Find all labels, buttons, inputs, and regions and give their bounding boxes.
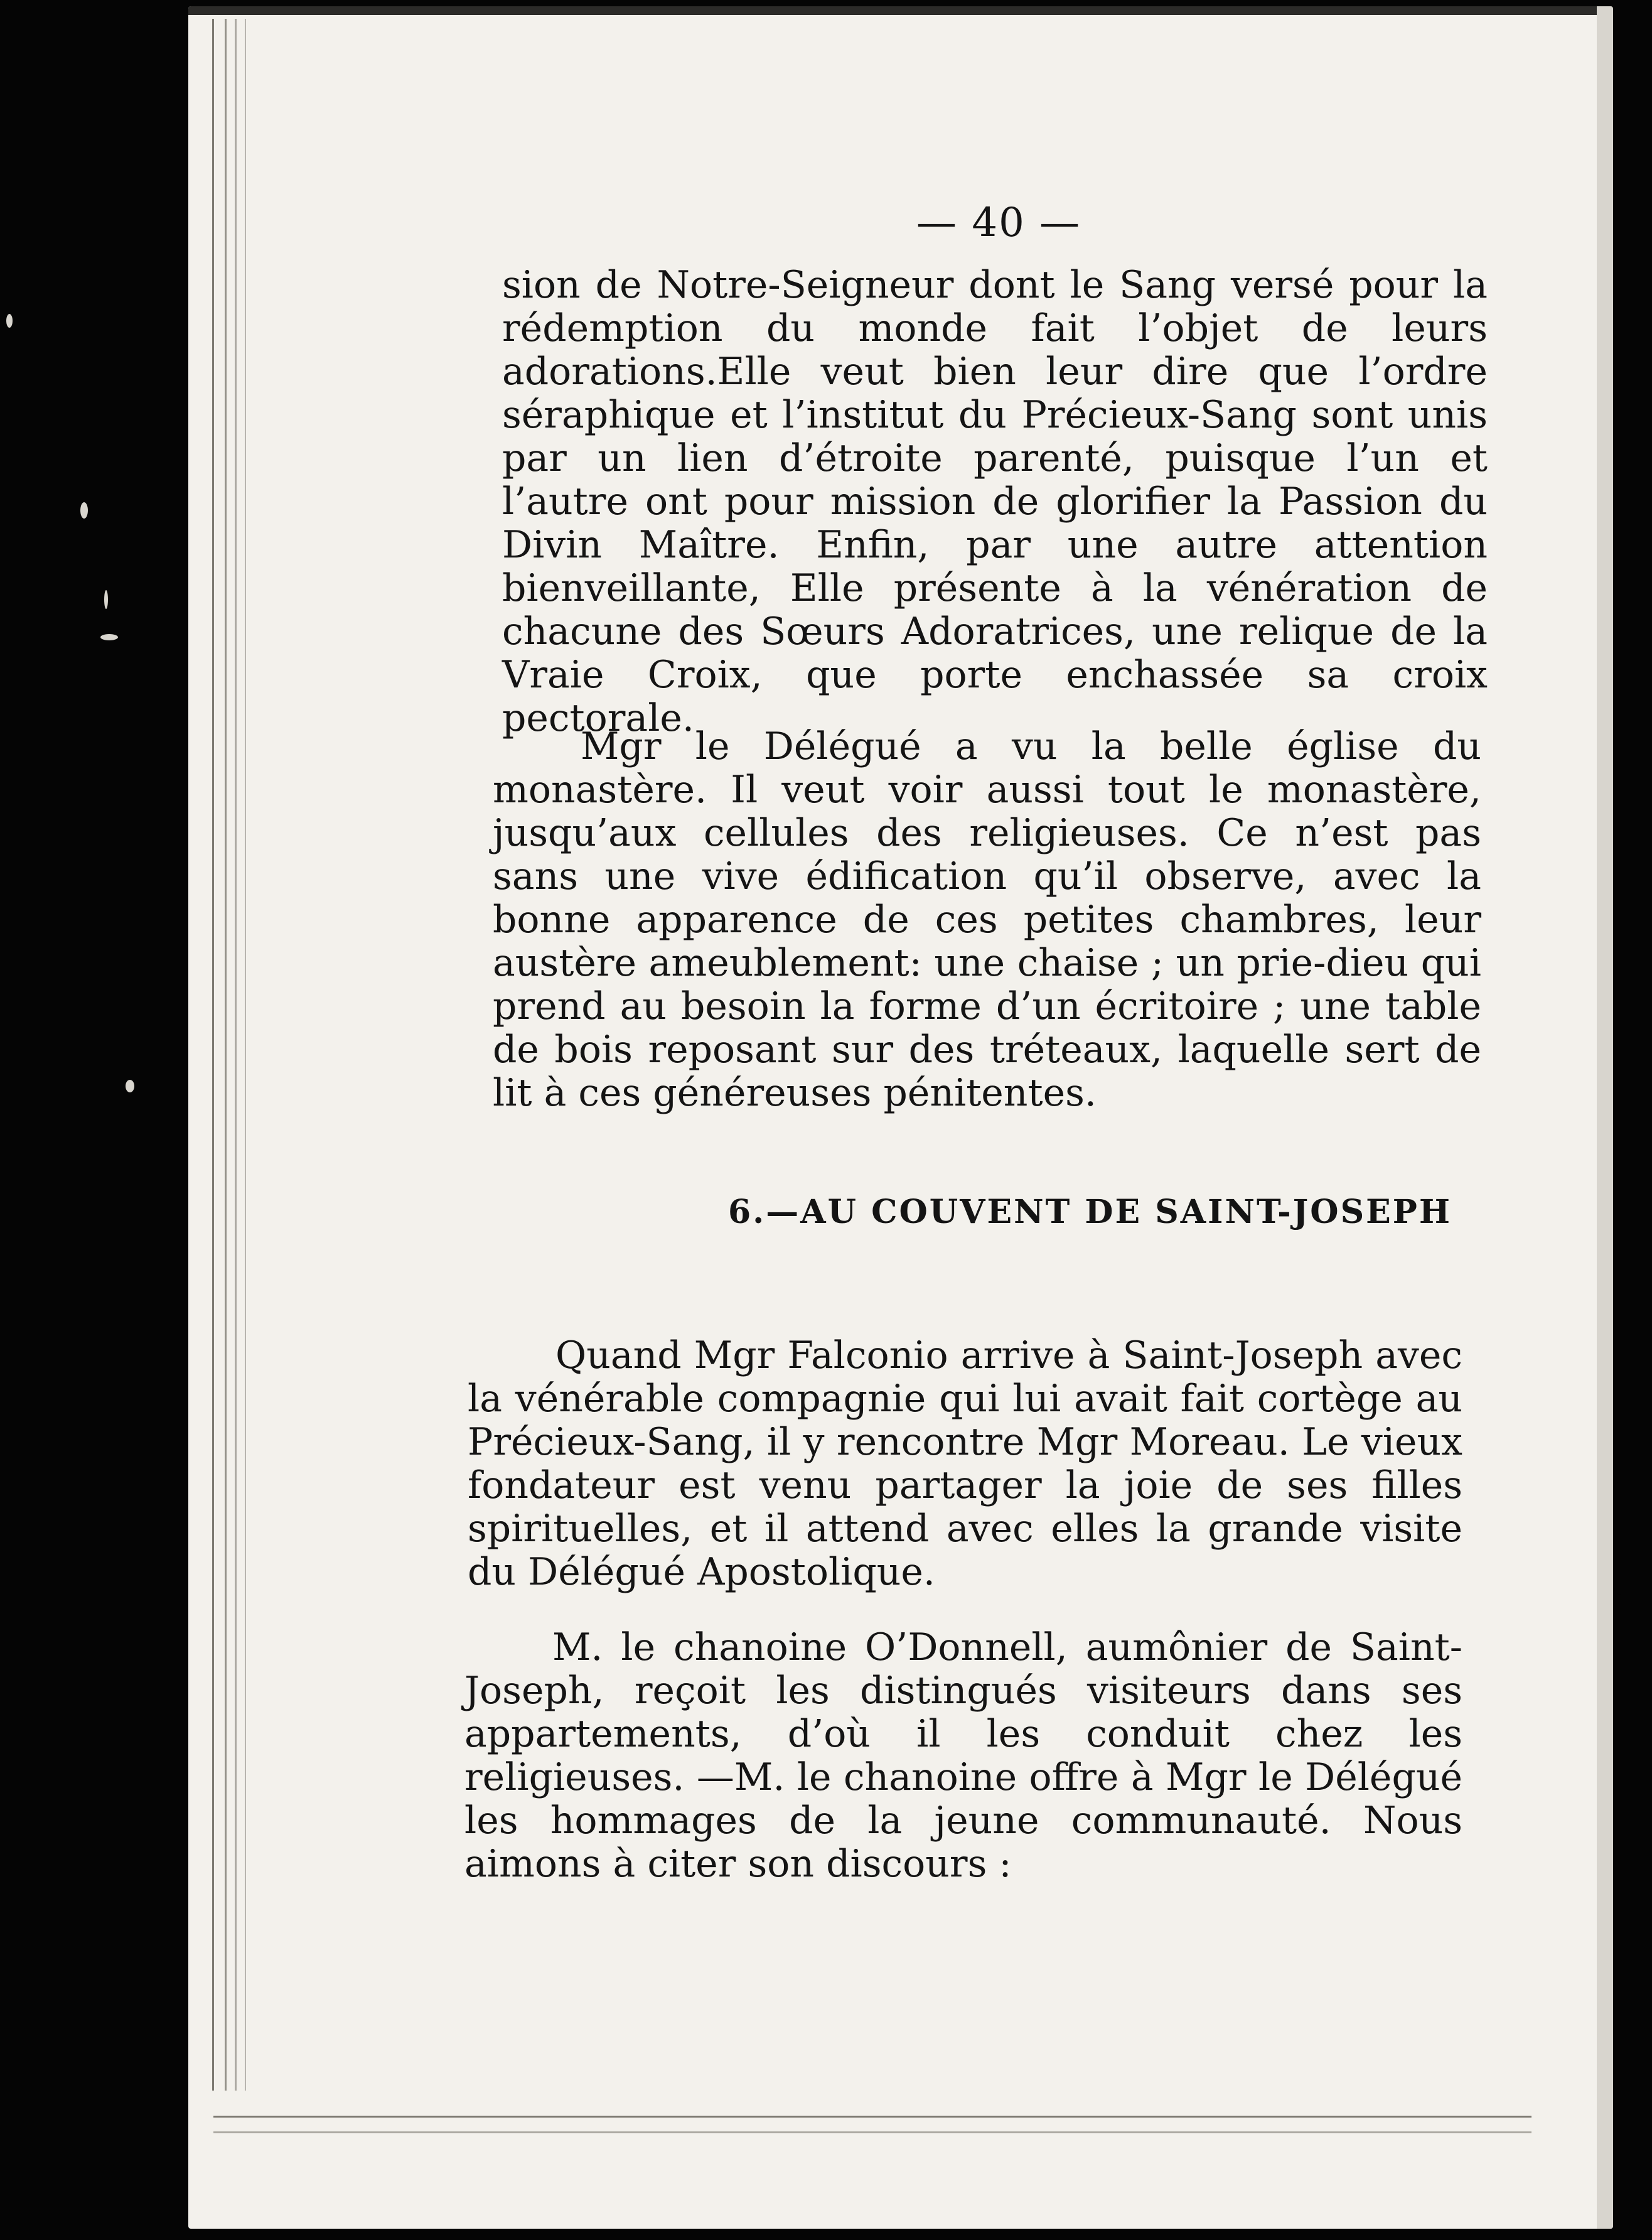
page-edge-line [212, 19, 214, 2091]
margin-speck [104, 590, 108, 609]
margin-speck [6, 314, 13, 328]
paragraph: M. le chanoine O’Donnell, aumônier de Saint-Joseph, reçoit les distingués visiteurs dans ses appartements, d’où il les conduit chez les religieuses. —M. le chanoine offre à Mgr le Délégué les hommages de la jeune communauté. Nous aimons à citer son discours : [464, 1625, 1462, 1886]
binding-clip [1614, 1482, 1652, 1595]
page-right-edge [1597, 6, 1613, 2229]
paragraph: Mgr le Délégué a vu la belle église du monastère. Il veut voir aussi tout le monastère, jusqu’aux cellules des religieuses. Ce n’est pas sans une vive édification qu’il observe, avec la bonne apparence de ces petites chambres, leur austère ameublement: une chaise ; un prie-dieu qui prend au besoin la forme d’un écritoire ; une table de bois reposant sur des tréteaux, laquelle sert de lit à ces généreuses pénitentes. [493, 724, 1481, 1115]
page-edge-line [235, 19, 237, 2091]
section-heading: 6.—AU COUVENT DE SAINT-JOSEPH [728, 1193, 1452, 1231]
paragraph: sion de Notre-Seigneur dont le Sang versé pour la rédemption du monde fait l’objet de leurs adorations.Elle veut bien leur dire que l’ordre séraphique et l’institut du Précieux-Sang sont unis par un lien d’étroite parenté, puisque l’un et l’autre ont pour mission de glorifier la Passion du Divin Maître. Enfin, par une autre attention bienveillante, Elle présente à la vénération de chacune des Sœurs Adoratrices, une relique de la Vraie Croix, que porte enchassée sa croix pectorale. [502, 263, 1488, 740]
page-top-shadow [188, 6, 1613, 15]
page-edge-line [245, 19, 246, 2091]
page-bottom-edge-line [213, 2116, 1531, 2118]
page-edge-line [225, 19, 227, 2091]
page-bottom-edge-line [213, 2131, 1531, 2133]
margin-speck [100, 634, 118, 640]
page-number: — 40 — [916, 200, 1081, 246]
margin-speck [126, 1080, 134, 1092]
margin-speck [80, 502, 88, 519]
paragraph: Quand Mgr Falconio arrive à Saint-Joseph avec la vénérable compagnie qui lui avait fait cortège au Précieux-Sang, il y rencontre Mgr Moreau. Le vieux fondateur est venu partager la joie de ses filles spirituelles, et il attend avec elles la grande visite du Délégué Apostolique. [468, 1333, 1462, 1594]
